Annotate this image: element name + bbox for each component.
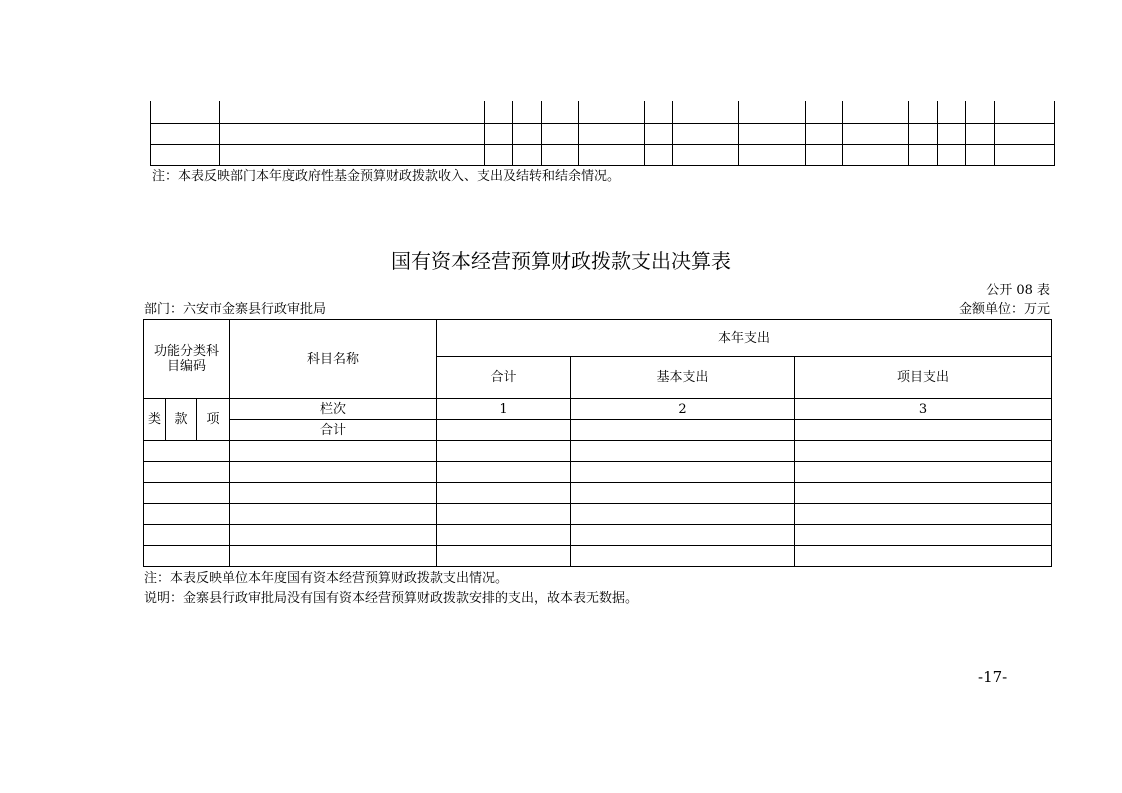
table-cell [230, 546, 437, 567]
header-function-code-line2: 目编码 [167, 359, 207, 374]
table-cell [230, 441, 437, 462]
header-function-code-line1: 功能分类科 [154, 344, 220, 359]
state-capital-expense-table [143, 319, 1052, 567]
header-function-code [144, 320, 230, 399]
table-cell [571, 525, 795, 546]
table-cell [571, 504, 795, 525]
table-cell [795, 546, 1052, 567]
table-cell [795, 420, 1052, 441]
table-cell [571, 483, 795, 504]
table-row [144, 504, 1052, 525]
header-project-expense: 项目支出 [795, 357, 1052, 399]
table-cell [437, 504, 571, 525]
amount-unit-label: 金额单位：万元 [958, 302, 1050, 317]
table-cell [144, 546, 230, 567]
table-cell [795, 504, 1052, 525]
header-total: 合计 [437, 357, 571, 399]
table-cell [437, 483, 571, 504]
table-cell [795, 462, 1052, 483]
department-label: 部门：六安市金寨县行政审批局 [144, 302, 327, 317]
table-note: 注：本表反映单位本年度国有资本经营预算财政拨款支出情况。 [144, 571, 509, 586]
table-cell [230, 483, 437, 504]
previous-table-note: 注：本表反映部门本年度政府性基金预算财政拨款收入、支出及结转和结余情况。 [152, 169, 621, 184]
table-cell [571, 546, 795, 567]
table-cell [795, 441, 1052, 462]
table-cell [571, 462, 795, 483]
form-number: 公开 08 表 [986, 283, 1050, 298]
table-cell [795, 525, 1052, 546]
header-year-expense: 本年支出 [437, 320, 1052, 357]
page-title: 国有资本经营预算财政拨款支出决算表 [391, 249, 731, 273]
sub-header-kuan: 款 [166, 399, 197, 441]
sub-header-lei: 类 [144, 399, 166, 441]
table-explanation: 说明：金寨县行政审批局没有国有资本经营预算财政拨款安排的支出，故本表无数据。 [144, 591, 639, 606]
table-cell [144, 462, 230, 483]
row-total-label: 合计 [230, 420, 437, 441]
table-cell [795, 483, 1052, 504]
table-cell [144, 441, 230, 462]
table-row [144, 462, 1052, 483]
table-cell [144, 504, 230, 525]
table-cell [437, 420, 571, 441]
lanci-3: 3 [795, 399, 1052, 420]
table-cell [144, 525, 230, 546]
table-cell [230, 462, 437, 483]
table-cell [230, 525, 437, 546]
table-cell [571, 441, 795, 462]
header-basic-expense: 基本支出 [571, 357, 795, 399]
table-cell [437, 462, 571, 483]
page-number: -17- [978, 668, 1008, 686]
row-lanci-label: 栏次 [230, 399, 437, 420]
sub-header-xiang: 项 [197, 399, 230, 441]
lanci-1: 1 [437, 399, 571, 420]
table-cell [571, 420, 795, 441]
table-cell [230, 504, 437, 525]
table-row [144, 546, 1052, 567]
table-cell [437, 525, 571, 546]
lanci-2: 2 [571, 399, 795, 420]
header-subject-name: 科目名称 [230, 320, 437, 399]
table-row [144, 525, 1052, 546]
table-cell [144, 483, 230, 504]
table-row [144, 441, 1052, 462]
table-row [144, 483, 1052, 504]
table-cell [437, 441, 571, 462]
table-cell [437, 546, 571, 567]
